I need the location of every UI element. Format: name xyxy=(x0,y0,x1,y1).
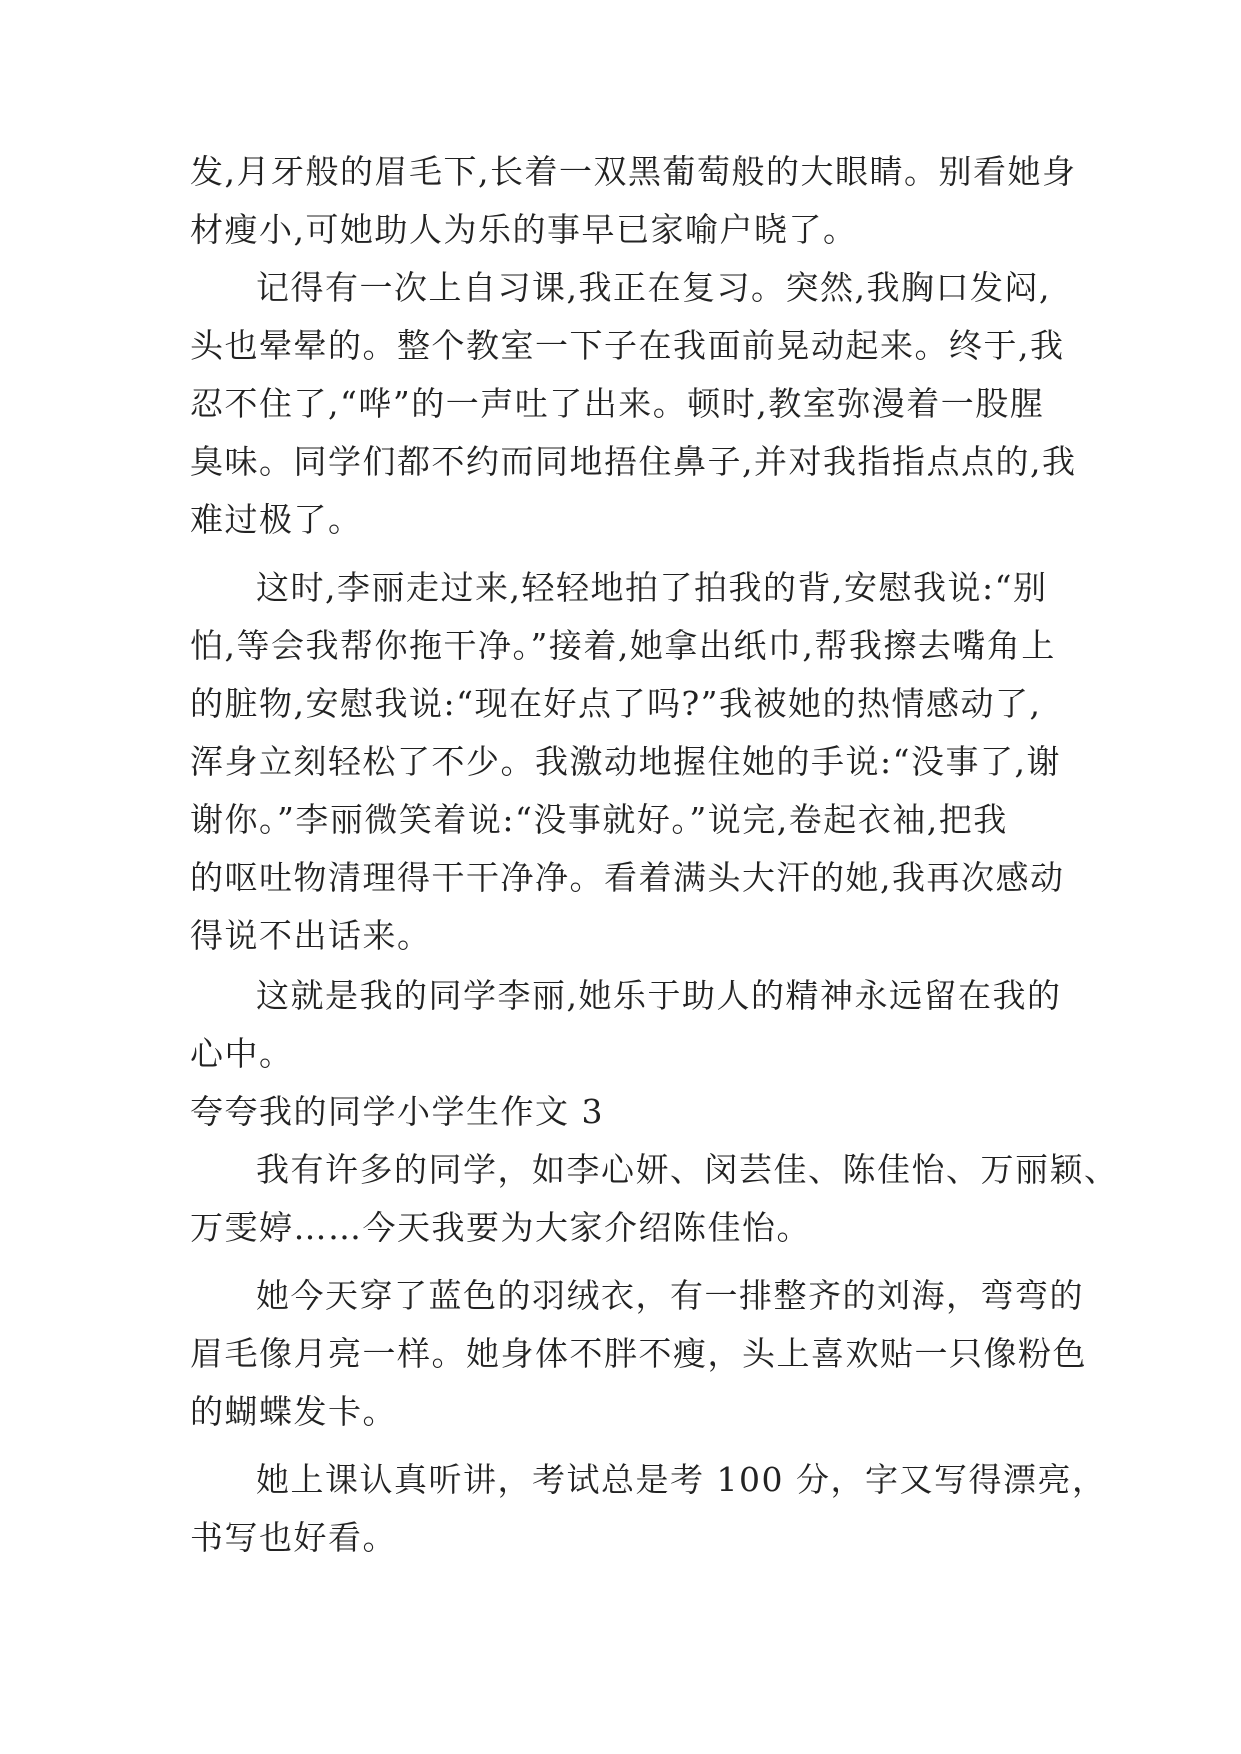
text-line: 忍不住了,“哗”的一声吐了出来。顿时,教室弥漫着一股腥 xyxy=(190,384,1045,423)
text-line: 的蝴蝶发卡。 xyxy=(190,1392,397,1431)
text-line: 我有许多的同学，如李心妍、闵芸佳、陈佳怡、万丽颖、 xyxy=(256,1150,1119,1189)
text-line: 书写也好看。 xyxy=(190,1518,397,1557)
text-line: 材瘦小,可她助人为乐的事早已家喻户晓了。 xyxy=(190,210,858,249)
text-line: 这就是我的同学李丽,她乐于助人的精神永远留在我的 xyxy=(256,976,1062,1015)
text-line: 心中。 xyxy=(190,1034,294,1073)
text-line: 的呕吐物清理得干干净净。看着满头大汗的她,我再次感动 xyxy=(190,858,1065,897)
text-line: 记得有一次上自习课,我正在复习。突然,我胸口发闷, xyxy=(256,268,1051,307)
text-line: 浑身立刻轻松了不少。我激动地握住她的手说:“没事了,谢 xyxy=(190,742,1061,781)
text-line: 难过极了。 xyxy=(190,500,363,539)
text-line: 怕,等会我帮你拖干净。”接着,她拿出纸巾,帮我擦去嘴角上 xyxy=(190,626,1056,665)
text-line: 的脏物,安慰我说:“现在好点了吗?”我被她的热情感动了, xyxy=(190,684,1042,723)
text-line: 谢你。”李丽微笑着说:“没事就好。”说完,卷起衣袖,把我 xyxy=(190,800,1008,839)
text-line: 眉毛像月亮一样。她身体不胖不瘦，头上喜欢贴一只像粉色 xyxy=(190,1334,1087,1373)
text-line: 她上课认真听讲，考试总是考 100 分，字又写得漂亮， xyxy=(256,1460,1107,1499)
text-line: 发,月牙般的眉毛下,长着一双黑葡萄般的大眼睛。别看她身 xyxy=(190,152,1077,191)
text-line: 头也晕晕的。整个教室一下子在我面前晃动起来。终于,我 xyxy=(190,326,1065,365)
section-heading: 夸夸我的同学小学生作文 3 xyxy=(190,1092,604,1131)
text-line: 这时,李丽走过来,轻轻地拍了拍我的背,安慰我说:“别 xyxy=(256,568,1048,607)
text-line: 臭味。同学们都不约而同地捂住鼻子,并对我指指点点的,我 xyxy=(190,442,1077,481)
text-line: 万雯婷……今天我要为大家介绍陈佳怡。 xyxy=(190,1208,811,1247)
text-line: 得说不出话来。 xyxy=(190,916,432,955)
text-line: 她今天穿了蓝色的羽绒衣，有一排整齐的刘海，弯弯的 xyxy=(256,1276,1084,1315)
